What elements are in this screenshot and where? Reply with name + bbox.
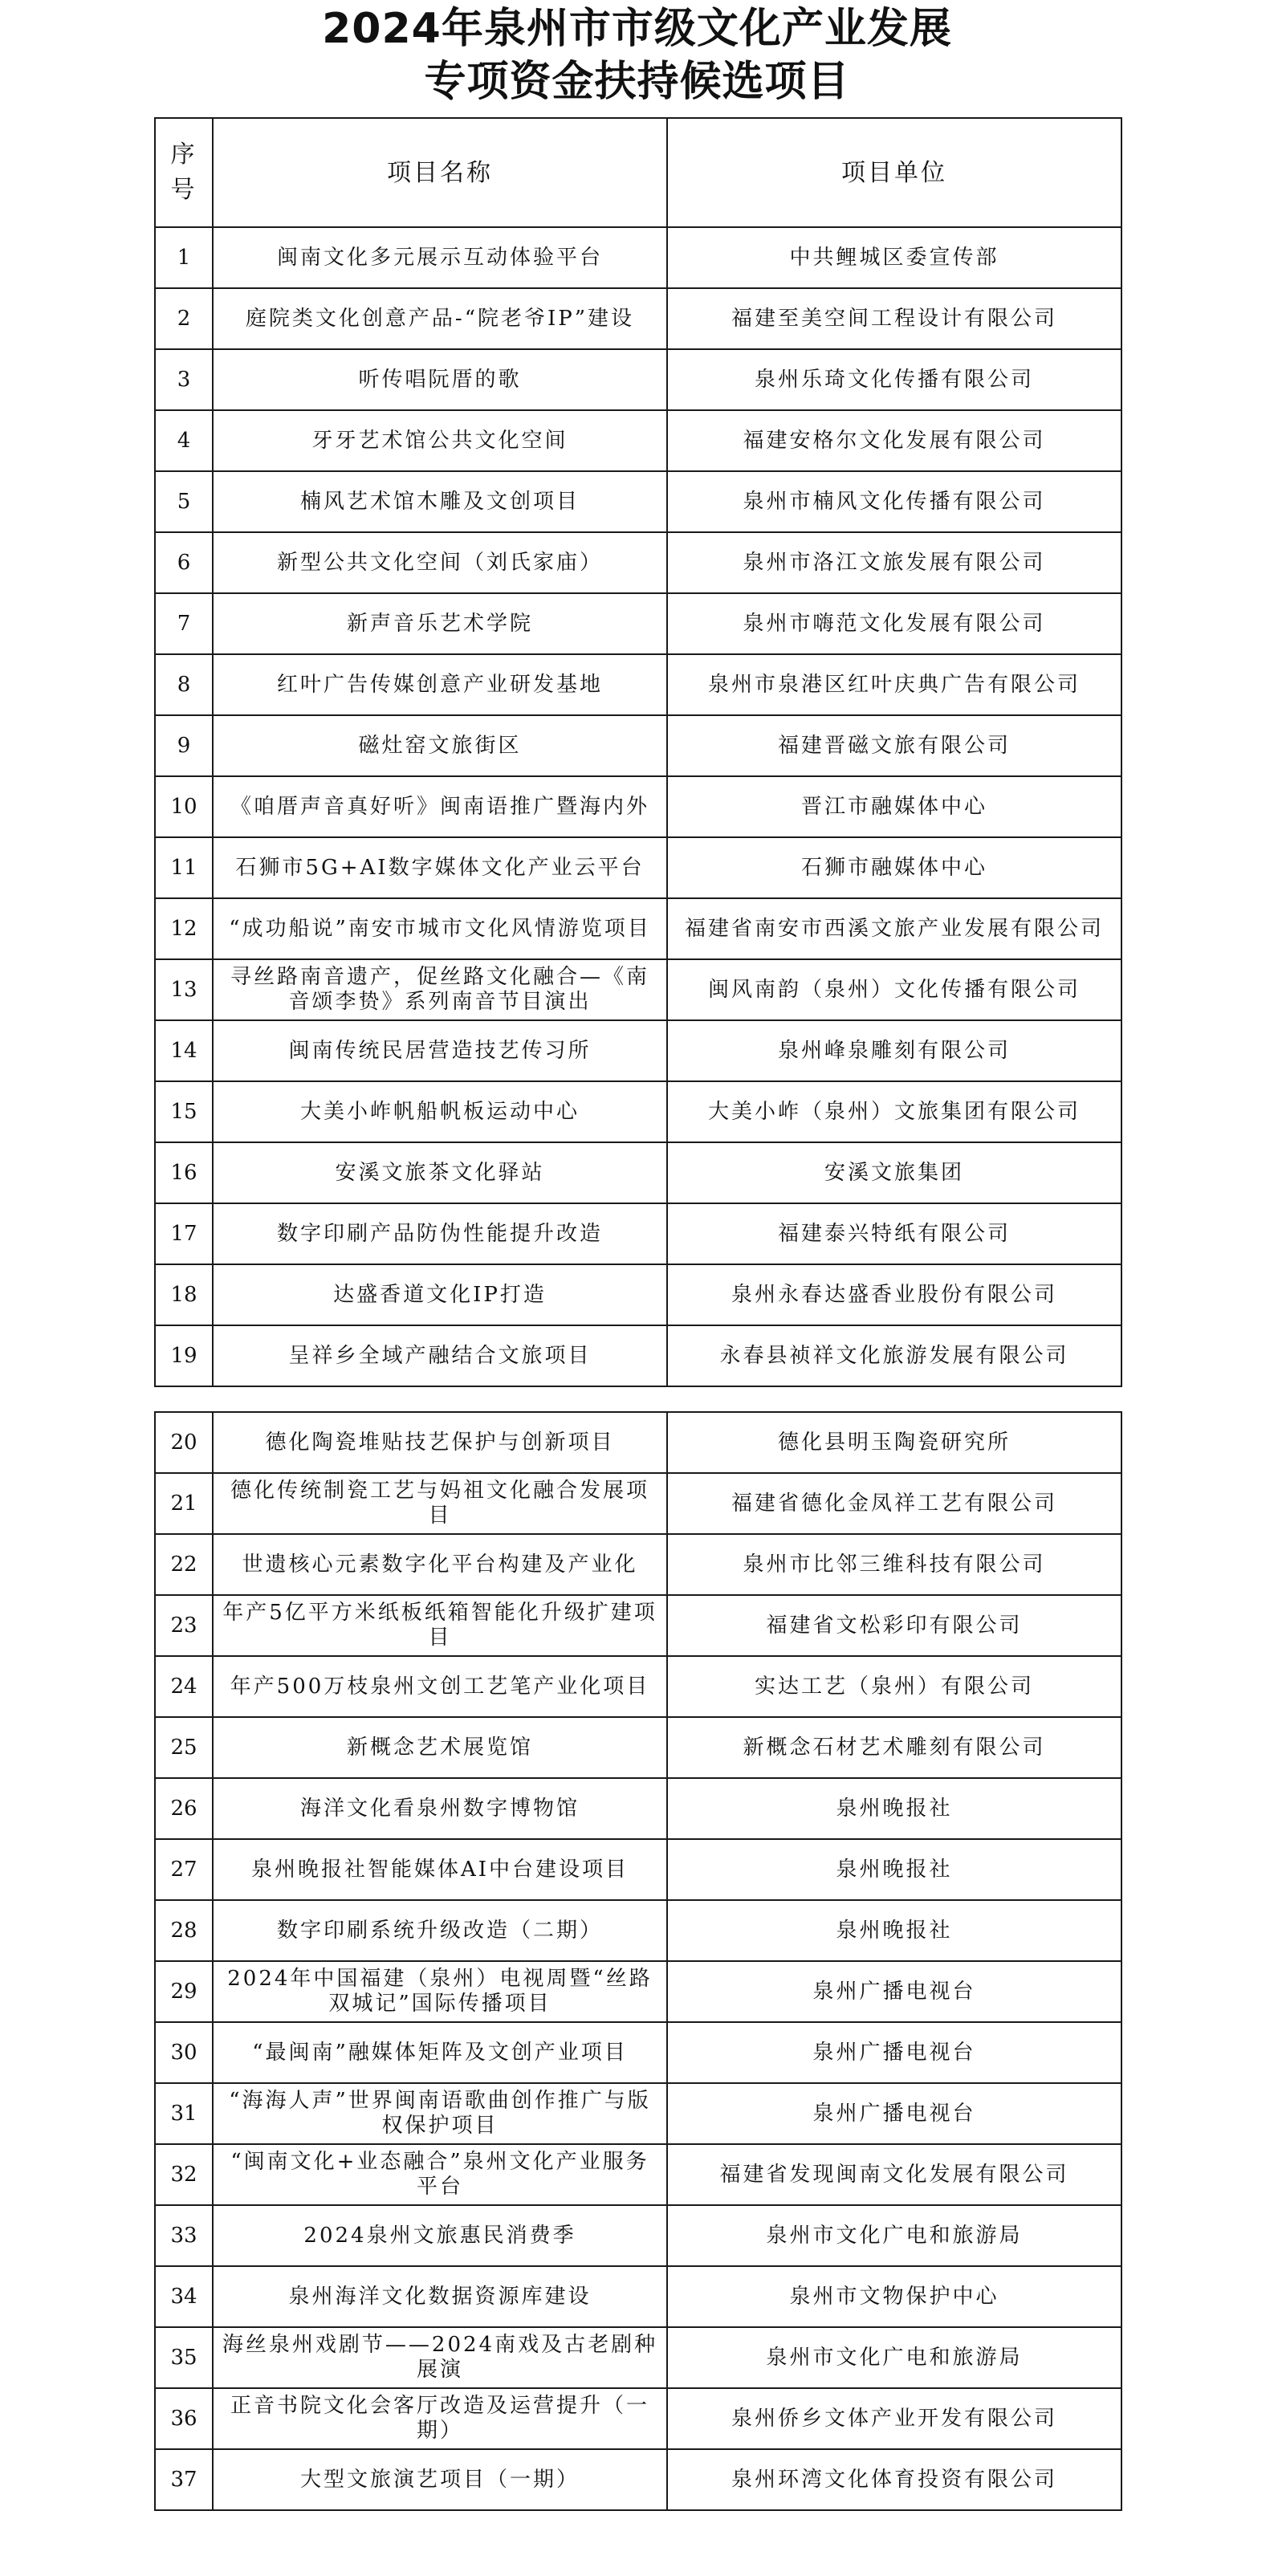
table-row xyxy=(155,2327,1121,2388)
table-row xyxy=(155,654,1121,715)
row-project-name: 德化陶瓷堆贴技艺保护与创新项目 xyxy=(213,1412,667,1473)
row-project-name: 庭院类文化创意产品-“院老爷IP”建设 xyxy=(213,288,667,349)
table-row xyxy=(155,1473,1121,1534)
header-seq-line2: 号 xyxy=(170,176,197,204)
row-seq: 37 xyxy=(155,2449,213,2510)
row-project-name: 正音书院文化会客厅改造及运营提升（一期） xyxy=(213,2388,667,2449)
row-project-unit: 大美小岞（泉州）文旅集团有限公司 xyxy=(667,1081,1121,1142)
row-seq: 16 xyxy=(155,1142,213,1203)
row-seq: 26 xyxy=(155,1778,213,1839)
row-project-name: 2024年中国福建（泉州）电视周暨“丝路双城记”国际传播项目 xyxy=(213,1961,667,2022)
row-project-unit: 泉州晚报社 xyxy=(667,1900,1121,1961)
row-project-name: 《咱厝声音真好听》闽南语推广暨海内外 xyxy=(213,776,667,837)
row-project-name: 达盛香道文化IP打造 xyxy=(213,1264,667,1325)
row-seq: 9 xyxy=(155,715,213,776)
table-row xyxy=(155,2388,1121,2449)
row-project-unit: 泉州市文化广电和旅游局 xyxy=(667,2327,1121,2388)
row-seq: 31 xyxy=(155,2083,213,2144)
row-project-name: 牙牙艺术馆公共文化空间 xyxy=(213,410,667,471)
page-title-line1: 2024年泉州市市级文化产业发展 xyxy=(322,5,952,53)
row-seq: 21 xyxy=(155,1473,213,1534)
row-project-name: 数字印刷产品防伪性能提升改造 xyxy=(213,1203,667,1264)
table-row xyxy=(155,1203,1121,1264)
row-project-name: 磁灶窑文旅街区 xyxy=(213,715,667,776)
row-project-unit: 泉州广播电视台 xyxy=(667,2083,1121,2144)
row-project-unit: 永春县祯祥文化旅游发展有限公司 xyxy=(667,1325,1121,1386)
row-seq: 6 xyxy=(155,532,213,593)
row-project-unit: 石狮市融媒体中心 xyxy=(667,837,1121,898)
row-project-name: 闽南文化多元展示互动体验平台 xyxy=(213,227,667,288)
row-project-name: 2024泉州文旅惠民消费季 xyxy=(213,2205,667,2266)
row-project-unit: 泉州环湾文化体育投资有限公司 xyxy=(667,2449,1121,2510)
table-row xyxy=(155,959,1121,1020)
row-seq: 11 xyxy=(155,837,213,898)
row-seq: 2 xyxy=(155,288,213,349)
table-row xyxy=(155,2266,1121,2327)
row-project-unit: 泉州市泉港区红叶庆典广告有限公司 xyxy=(667,654,1121,715)
table-row xyxy=(155,1778,1121,1839)
table-row xyxy=(155,349,1121,410)
table-row xyxy=(155,2022,1121,2083)
row-seq: 32 xyxy=(155,2144,213,2205)
project-table-part1 xyxy=(154,117,1122,1387)
row-project-name: 呈祥乡全域产融结合文旅项目 xyxy=(213,1325,667,1386)
row-project-unit: 泉州广播电视台 xyxy=(667,2022,1121,2083)
row-seq: 36 xyxy=(155,2388,213,2449)
row-seq: 5 xyxy=(155,471,213,532)
header-project-unit: 项目单位 xyxy=(667,118,1121,227)
row-project-unit: 福建省文松彩印有限公司 xyxy=(667,1595,1121,1656)
row-seq: 24 xyxy=(155,1656,213,1717)
table-row xyxy=(155,471,1121,532)
row-project-name: 楠风艺术馆木雕及文创项目 xyxy=(213,471,667,532)
row-project-unit: 德化县明玉陶瓷研究所 xyxy=(667,1412,1121,1473)
row-project-name: 闽南传统民居营造技艺传习所 xyxy=(213,1020,667,1081)
header-seq xyxy=(155,118,213,227)
table-row xyxy=(155,1900,1121,1961)
table-row xyxy=(155,1020,1121,1081)
row-seq: 8 xyxy=(155,654,213,715)
row-seq: 22 xyxy=(155,1534,213,1595)
row-project-name: 寻丝路南音遗产，促丝路文化融合—《南音颂李贽》系列南音节目演出 xyxy=(213,959,667,1020)
table-row xyxy=(155,2205,1121,2266)
table-row xyxy=(155,288,1121,349)
table-row xyxy=(155,1595,1121,1656)
table-row xyxy=(155,1412,1121,1473)
row-project-unit: 泉州市文化广电和旅游局 xyxy=(667,2205,1121,2266)
row-project-name: 石狮市5G+AI数字媒体文化产业云平台 xyxy=(213,837,667,898)
row-seq: 14 xyxy=(155,1020,213,1081)
row-seq: 33 xyxy=(155,2205,213,2266)
row-seq: 3 xyxy=(155,349,213,410)
table-row xyxy=(155,898,1121,959)
row-project-name: 数字印刷系统升级改造（二期） xyxy=(213,1900,667,1961)
table-row xyxy=(155,593,1121,654)
project-table-part2 xyxy=(154,1411,1122,2511)
table-row xyxy=(155,776,1121,837)
table-row xyxy=(155,1264,1121,1325)
row-project-name: 世遗核心元素数字化平台构建及产业化 xyxy=(213,1534,667,1595)
row-seq: 7 xyxy=(155,593,213,654)
row-project-unit: 泉州市比邻三维科技有限公司 xyxy=(667,1534,1121,1595)
table-row xyxy=(155,1717,1121,1778)
row-project-name: 海洋文化看泉州数字博物馆 xyxy=(213,1778,667,1839)
row-project-unit: 泉州永春达盛香业股份有限公司 xyxy=(667,1264,1121,1325)
row-project-unit: 泉州市嗨范文化发展有限公司 xyxy=(667,593,1121,654)
row-project-name: 年产500万枝泉州文创工艺笔产业化项目 xyxy=(213,1656,667,1717)
row-seq: 30 xyxy=(155,2022,213,2083)
row-project-unit: 福建安格尔文化发展有限公司 xyxy=(667,410,1121,471)
row-seq: 20 xyxy=(155,1412,213,1473)
row-seq: 12 xyxy=(155,898,213,959)
row-seq: 15 xyxy=(155,1081,213,1142)
row-project-name: 海丝泉州戏剧节——2024南戏及古老剧种展演 xyxy=(213,2327,667,2388)
table-row xyxy=(155,227,1121,288)
row-project-unit: 泉州市楠风文化传播有限公司 xyxy=(667,471,1121,532)
row-project-name: 新型公共文化空间（刘氏家庙） xyxy=(213,532,667,593)
row-seq: 27 xyxy=(155,1839,213,1900)
row-project-unit: 泉州侨乡文体产业开发有限公司 xyxy=(667,2388,1121,2449)
row-seq: 10 xyxy=(155,776,213,837)
table-row xyxy=(155,1325,1121,1386)
row-seq: 28 xyxy=(155,1900,213,1961)
row-seq: 1 xyxy=(155,227,213,288)
row-project-name: 听传唱阮厝的歌 xyxy=(213,349,667,410)
row-seq: 35 xyxy=(155,2327,213,2388)
row-project-unit: 福建至美空间工程设计有限公司 xyxy=(667,288,1121,349)
row-project-unit: 泉州广播电视台 xyxy=(667,1961,1121,2022)
row-project-unit: 福建省德化金凤祥工艺有限公司 xyxy=(667,1473,1121,1534)
row-project-unit: 福建晋磁文旅有限公司 xyxy=(667,715,1121,776)
table-row xyxy=(155,410,1121,471)
row-project-unit: 泉州晚报社 xyxy=(667,1839,1121,1900)
row-project-unit: 闽风南韵（泉州）文化传播有限公司 xyxy=(667,959,1121,1020)
table-row xyxy=(155,1081,1121,1142)
row-project-unit: 泉州市洛江文旅发展有限公司 xyxy=(667,532,1121,593)
row-project-name: 红叶广告传媒创意产业研发基地 xyxy=(213,654,667,715)
row-project-name: “成功船说”南安市城市文化风情游览项目 xyxy=(213,898,667,959)
row-seq: 4 xyxy=(155,410,213,471)
row-project-unit: 晋江市融媒体中心 xyxy=(667,776,1121,837)
row-project-unit: 中共鲤城区委宣传部 xyxy=(667,227,1121,288)
table-row xyxy=(155,715,1121,776)
table-row xyxy=(155,2449,1121,2510)
table-row xyxy=(155,1142,1121,1203)
row-seq: 17 xyxy=(155,1203,213,1264)
row-project-unit: 福建泰兴特纸有限公司 xyxy=(667,1203,1121,1264)
row-project-name: 德化传统制瓷工艺与妈祖文化融合发展项目 xyxy=(213,1473,667,1534)
row-project-name: 大型文旅演艺项目（一期） xyxy=(213,2449,667,2510)
row-seq: 23 xyxy=(155,1595,213,1656)
header-project-name: 项目名称 xyxy=(213,118,667,227)
header-seq-line1: 序 xyxy=(170,140,197,169)
row-project-name: “海海人声”世界闽南语歌曲创作推广与版权保护项目 xyxy=(213,2083,667,2144)
page-title-line2: 专项资金扶持候选项目 xyxy=(424,58,850,106)
row-project-unit: 福建省发现闽南文化发展有限公司 xyxy=(667,2144,1121,2205)
row-seq: 29 xyxy=(155,1961,213,2022)
table-row xyxy=(155,1961,1121,2022)
row-seq: 34 xyxy=(155,2266,213,2327)
table-row xyxy=(155,2083,1121,2144)
row-project-unit: 实达工艺（泉州）有限公司 xyxy=(667,1656,1121,1717)
row-project-name: 新声音乐艺术学院 xyxy=(213,593,667,654)
row-project-name: “闽南文化+业态融合”泉州文化产业服务平台 xyxy=(213,2144,667,2205)
row-project-name: 安溪文旅茶文化驿站 xyxy=(213,1142,667,1203)
row-project-unit: 安溪文旅集团 xyxy=(667,1142,1121,1203)
row-project-unit: 泉州乐琦文化传播有限公司 xyxy=(667,349,1121,410)
table-row xyxy=(155,1656,1121,1717)
row-project-name: “最闽南”融媒体矩阵及文创产业项目 xyxy=(213,2022,667,2083)
row-project-name: 泉州晚报社智能媒体AI中台建设项目 xyxy=(213,1839,667,1900)
table-row xyxy=(155,1839,1121,1900)
row-project-name: 年产5亿平方米纸板纸箱智能化升级扩建项目 xyxy=(213,1595,667,1656)
row-project-unit: 泉州峰泉雕刻有限公司 xyxy=(667,1020,1121,1081)
row-project-unit: 泉州晚报社 xyxy=(667,1778,1121,1839)
table-row xyxy=(155,1534,1121,1595)
row-seq: 25 xyxy=(155,1717,213,1778)
table-row xyxy=(155,532,1121,593)
row-project-unit: 福建省南安市西溪文旅产业发展有限公司 xyxy=(667,898,1121,959)
row-project-name: 新概念艺术展览馆 xyxy=(213,1717,667,1778)
table-header-row xyxy=(155,118,1121,227)
row-project-name: 大美小岞帆船帆板运动中心 xyxy=(213,1081,667,1142)
row-project-name: 泉州海洋文化数据资源库建设 xyxy=(213,2266,667,2327)
table-row xyxy=(155,837,1121,898)
row-seq: 19 xyxy=(155,1325,213,1386)
table-row xyxy=(155,2144,1121,2205)
row-project-unit: 新概念石材艺术雕刻有限公司 xyxy=(667,1717,1121,1778)
row-seq: 13 xyxy=(155,959,213,1020)
row-seq: 18 xyxy=(155,1264,213,1325)
row-project-unit: 泉州市文物保护中心 xyxy=(667,2266,1121,2327)
